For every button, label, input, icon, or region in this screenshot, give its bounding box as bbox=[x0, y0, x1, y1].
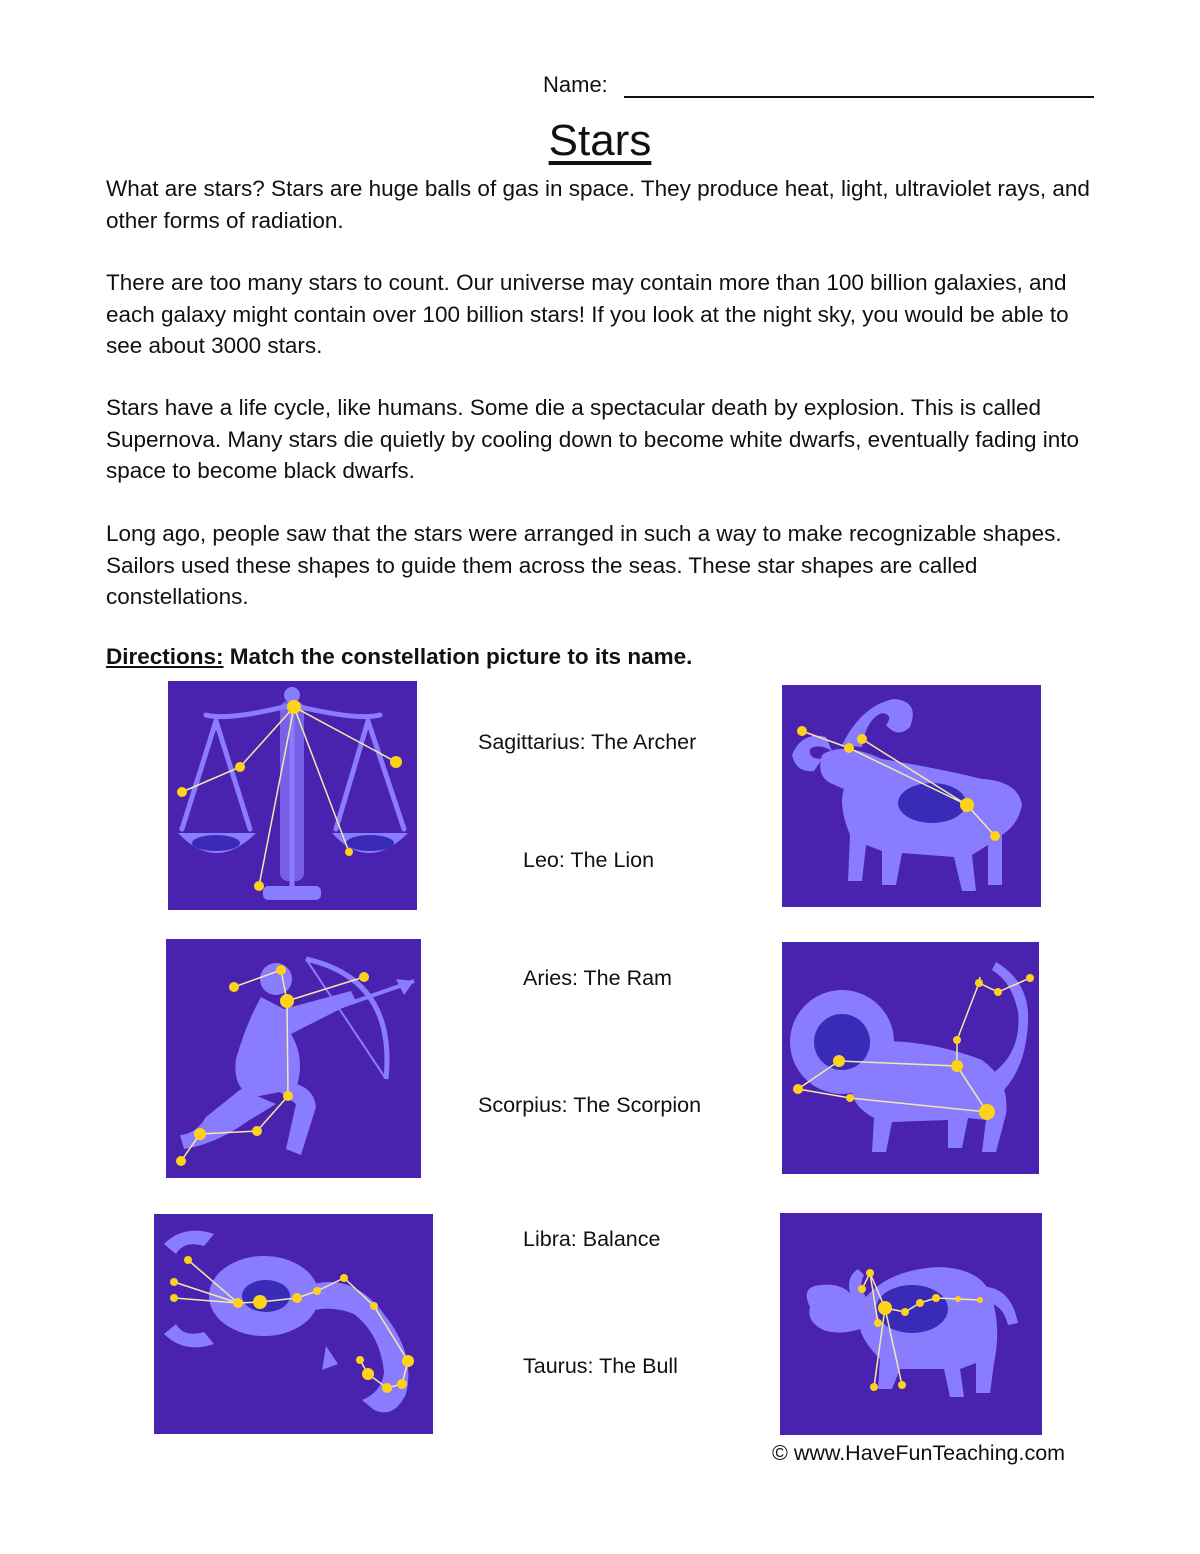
match-name-taurus: Taurus: The Bull bbox=[523, 1354, 678, 1378]
match-name-scorpius: Scorpius: The Scorpion bbox=[478, 1093, 702, 1117]
paragraph-4: Long ago, people saw that the stars were arranged in such a way to make recognizable shapes. Sailors used these shapes to guide them across the seas. These star shapes are called constellations. bbox=[106, 521, 1062, 609]
match-name-aries: Aries: The Ram bbox=[523, 966, 672, 990]
copyright-footer: © www.HaveFunTeaching.com bbox=[772, 1441, 1066, 1465]
paragraph-2: There are too many stars to count. Our universe may contain more than 100 billion galaxies, and each galaxy might contain over 100 billion stars! If you look at the night sky, you would be able to see about 3000 stars. bbox=[106, 270, 1069, 358]
name-line[interactable] bbox=[624, 96, 1094, 98]
directions bbox=[106, 644, 692, 670]
paragraph-1: What are stars? Stars are huge balls of gas in space. They produce heat, light, ultraviolet rays, and other forms of radiation. bbox=[106, 176, 1090, 233]
directions-label: Directions: bbox=[106, 644, 224, 669]
match-name-libra: Libra: Balance bbox=[523, 1227, 661, 1251]
match-name-leo: Leo: The Lion bbox=[523, 848, 655, 872]
page-title: Stars bbox=[548, 116, 652, 165]
picture-sagittarius-archer bbox=[166, 939, 421, 1178]
picture-libra-scales bbox=[168, 681, 417, 910]
picture-leo-lion bbox=[782, 942, 1039, 1174]
picture-scorpius-scorpion bbox=[154, 1214, 433, 1434]
paragraph-3: Stars have a life cycle, like humans. Some die a spectacular death by explosion. This is called Supernova. Many stars die quietly by cooling down to become white dwarfs, eventually fading into space to become black dwarfs. bbox=[106, 395, 1080, 483]
name-label: Name: bbox=[543, 72, 608, 97]
directions-text: Match the constellation picture to its name. bbox=[223, 644, 693, 669]
picture-taurus-bull bbox=[780, 1213, 1042, 1435]
picture-aries-ram bbox=[782, 685, 1041, 907]
match-name-sagittarius: Sagittarius: The Archer bbox=[478, 730, 697, 754]
